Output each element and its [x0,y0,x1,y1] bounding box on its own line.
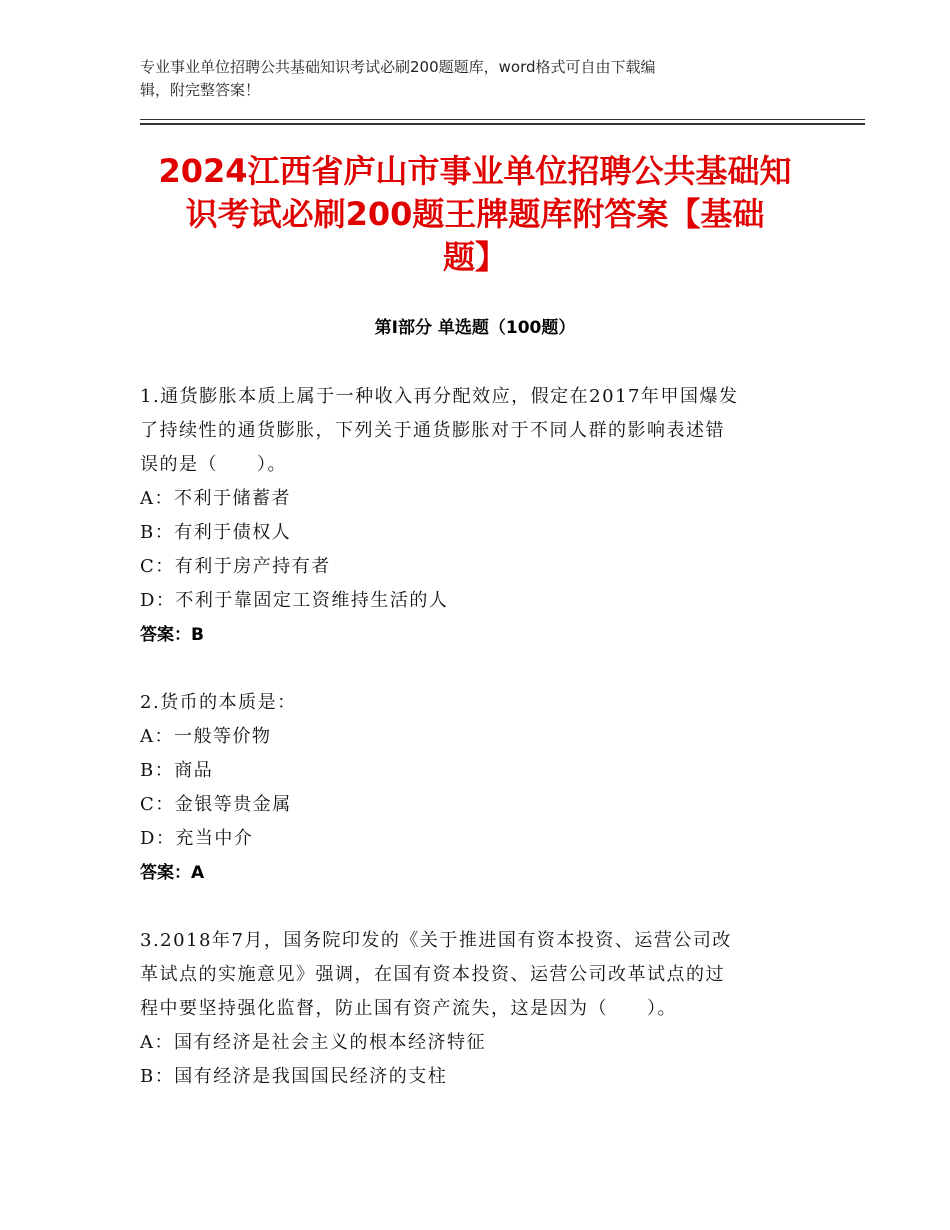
section-heading: 第Ⅰ部分 单选题（100题） [374,318,576,338]
question-stem-line: 误的是（ ）。 [140,454,287,475]
header-divider-thin [140,119,865,120]
option-c: C：有利于房产持有者 [140,556,331,577]
option-b: B：有利于债权人 [140,522,292,543]
option-a: A：不利于储蓄者 [140,488,291,509]
header-note [140,56,800,102]
question-stem-line: 程中要坚持强化监督，防止国有资产流失，这是因为（ ）。 [140,998,677,1019]
question-list [140,380,820,1128]
option-d: D：充当中介 [140,828,254,849]
question-stem-line: 2.货币的本质是： [140,692,297,713]
option-b: B：商品 [140,760,214,781]
question-item [140,380,820,652]
question-stem-line: 了持续性的通货膨胀，下列关于通货膨胀对于不同人群的影响表述错 [140,420,725,441]
title-line: 2024江西省庐山市事业单位招聘公共基础知 [158,152,792,190]
header-note-line: 辑，附完整答案！ [140,81,261,99]
answer-label: 答案：B [140,625,204,645]
option-b: B：国有经济是我国国民经济的支柱 [140,1066,448,1087]
question-item [140,924,820,1094]
question-stem-line: 1.通货膨胀本质上属于一种收入再分配效应，假定在2017年甲国爆发 [140,386,739,407]
question-stem-line: 3.2018年7月，国务院印发的《关于推进国有资本投资、运营公司改 [140,930,732,951]
title-line: 题】 [442,238,507,276]
option-a: A：国有经济是社会主义的根本经济特征 [140,1032,486,1053]
document-title [140,150,810,279]
question-stem-line: 革试点的实施意见》强调，在国有资本投资、运营公司改革试点的过 [140,964,725,985]
answer-label: 答案：A [140,863,205,883]
title-line: 识考试必刷200题王牌题库附答案【基础 [185,195,765,233]
option-a: A：一般等价物 [140,726,272,747]
header-note-line: 专业事业单位招聘公共基础知识考试必刷200题题库，word格式可自由下载编 [140,58,656,76]
question-item [140,686,820,890]
option-d: D：不利于靠固定工资维持生活的人 [140,590,449,611]
header-divider-thick [140,123,865,125]
option-c: C：金银等贵金属 [140,794,292,815]
